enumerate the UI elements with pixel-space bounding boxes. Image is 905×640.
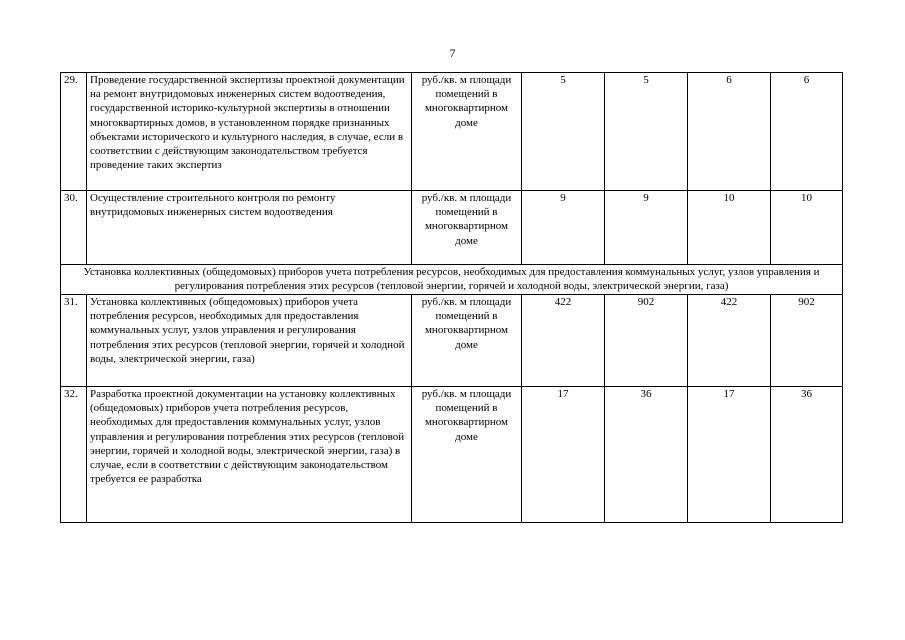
row-unit: руб./кв. м площади помещений в многоквартирном доме	[412, 387, 522, 523]
table-row	[61, 295, 843, 387]
table-row	[61, 73, 843, 191]
page-number: 7	[449, 48, 456, 60]
row-value: 5	[605, 73, 688, 191]
row-description: Осуществление строительного контроля по ремонту внутридомовых инженерных систем водоотведения	[87, 191, 412, 265]
row-value: 422	[522, 295, 605, 387]
row-value: 902	[605, 295, 688, 387]
section-heading: Установка коллективных (общедомовых) приборов учета потребления ресурсов, необходимых для предоставления коммунальных услуг, узлов управления и регулирования потребления этих ресурсов (тепловой энергии, горячей и холодной воды, электрической энергии, газа)	[61, 265, 843, 295]
row-number: 32.	[61, 387, 87, 523]
row-unit: руб./кв. м площади помещений в многоквартирном доме	[412, 295, 522, 387]
row-description: Установка коллективных (общедомовых) приборов учета потребления ресурсов, необходимых для предоставления коммунальных услуг, узлов управления и регулирования потребления этих ресурсов (тепловой энергии, горячей и холодной воды, электрической энергии, газа)	[87, 295, 412, 387]
row-number: 31.	[61, 295, 87, 387]
row-value: 5	[522, 73, 605, 191]
row-value: 6	[771, 73, 843, 191]
row-value: 9	[522, 191, 605, 265]
row-unit: руб./кв. м площади помещений в многоквартирном доме	[412, 73, 522, 191]
row-value: 6	[688, 73, 771, 191]
row-value: 17	[522, 387, 605, 523]
row-description: Проведение государственной экспертизы проектной документации на ремонт внутридомовых инженерных систем водоотведения, государственной историко-культурной экспертизы в отношении многоквартирных домов, в установленном порядке признанных объектами исторического и культурного наследия, в случае, если в соответствии с действующим законодательством требуется проведение таких экспертиз	[87, 73, 412, 191]
table-row	[61, 191, 843, 265]
row-number: 29.	[61, 73, 87, 191]
table-row	[61, 387, 843, 523]
row-number: 30.	[61, 191, 87, 265]
row-value: 36	[605, 387, 688, 523]
row-value: 902	[771, 295, 843, 387]
row-description: Разработка проектной документации на установку коллективных (общедомовых) приборов учета потребления ресурсов, необходимых для предоставления коммунальных услуг, узлов управления и регулирования потребления этих ресурсов (тепловой энергии, горячей и холодной воды, электрической энергии, газа) в случае, если в соответствии с действующим законодательством требуется ее разработка	[87, 387, 412, 523]
row-value: 36	[771, 387, 843, 523]
row-value: 10	[688, 191, 771, 265]
section-heading-row	[61, 265, 843, 295]
row-value: 10	[771, 191, 843, 265]
row-value: 422	[688, 295, 771, 387]
row-value: 17	[688, 387, 771, 523]
row-value: 9	[605, 191, 688, 265]
row-unit: руб./кв. м площади помещений в многоквартирном доме	[412, 191, 522, 265]
tariff-table	[60, 72, 843, 523]
